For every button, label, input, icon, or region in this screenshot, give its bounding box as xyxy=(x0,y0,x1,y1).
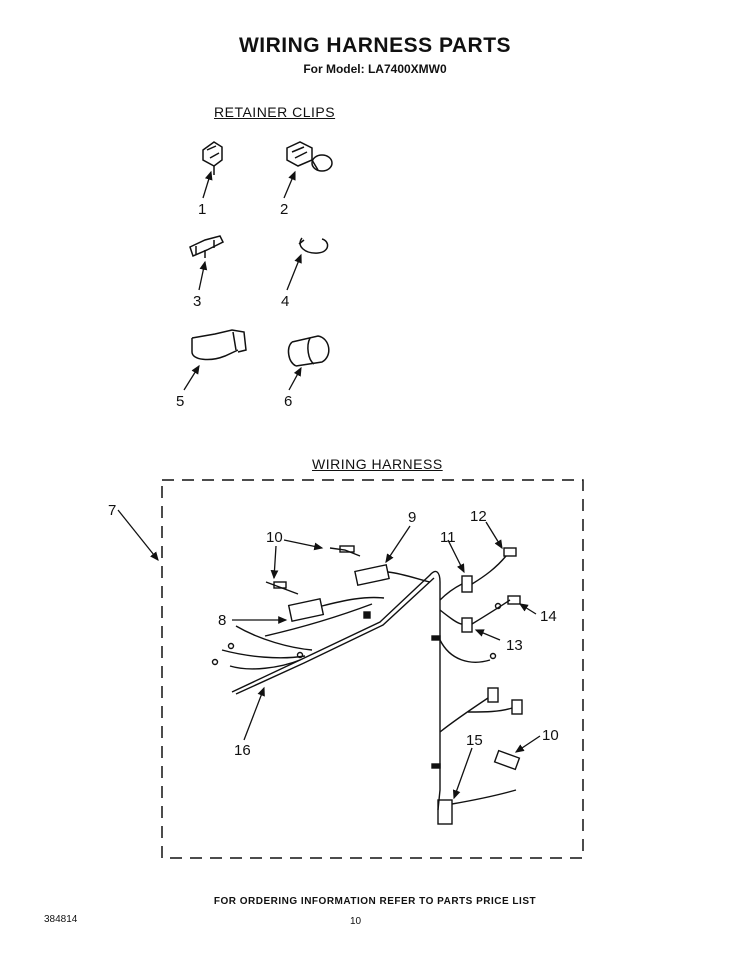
retainer-clip-1-icon xyxy=(203,142,222,175)
callout-13: 13 xyxy=(506,637,523,654)
clip-label-1: 1 xyxy=(198,201,207,218)
retainer-clip-5-icon xyxy=(192,330,246,359)
clip-label-4: 4 xyxy=(281,293,290,310)
callout-16: 16 xyxy=(234,742,251,759)
retainer-clip-2-icon xyxy=(287,142,332,171)
ordering-info-footer: FOR ORDERING INFORMATION REFER TO PARTS PRICE LIST xyxy=(213,896,537,907)
callout-10: 10 xyxy=(266,529,283,546)
callout-12: 12 xyxy=(470,508,487,525)
callout-8: 8 xyxy=(218,612,227,629)
callout-11: 11 xyxy=(440,529,456,546)
model-subtitle: For Model: LA7400XMW0 xyxy=(303,62,447,76)
clip-label-3: 3 xyxy=(193,293,202,310)
retainer-clips-heading: RETAINER CLIPS xyxy=(214,104,336,120)
retainer-clip-6-icon xyxy=(289,336,329,366)
retainer-clip-4-icon xyxy=(299,238,328,253)
callout-7: 7 xyxy=(108,502,117,519)
page-title: WIRING HARNESS PARTS xyxy=(238,34,512,57)
harness-dashed-frame xyxy=(162,480,583,858)
callout-15: 15 xyxy=(466,732,483,749)
callout-10-lower: 10 xyxy=(542,727,559,744)
clip-label-6: 6 xyxy=(284,393,293,410)
clip-label-5: 5 xyxy=(176,393,185,410)
page-number: 10 xyxy=(350,916,362,927)
retainer-clip-3-icon xyxy=(190,236,223,258)
callout-9: 9 xyxy=(408,509,417,526)
document-number: 384814 xyxy=(44,914,78,925)
wiring-harness-heading: WIRING HARNESS xyxy=(312,456,443,472)
callout-14: 14 xyxy=(540,608,557,625)
clip-label-2: 2 xyxy=(280,201,289,218)
wiring-harness-icon xyxy=(213,546,523,824)
